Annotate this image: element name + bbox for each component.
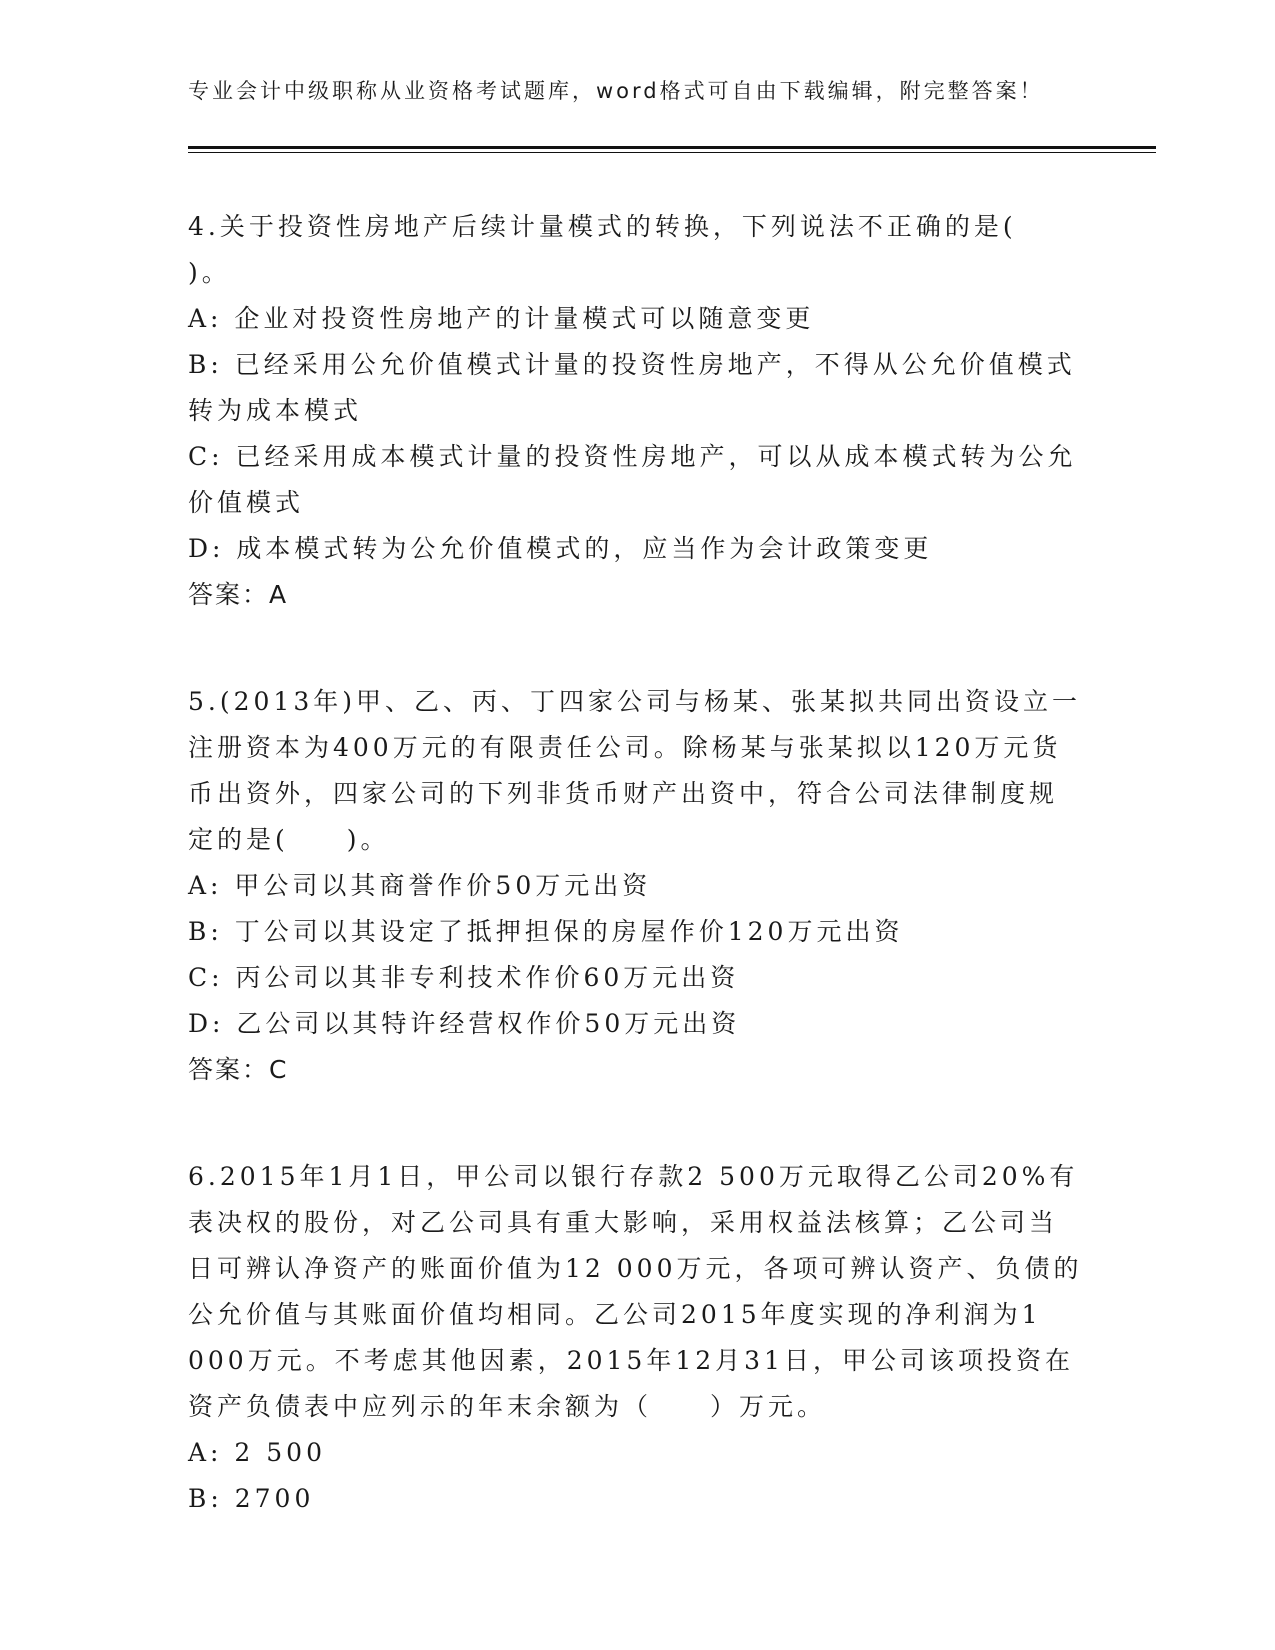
- option-b: B: 2700: [188, 1484, 315, 1513]
- question-stem-line: 定的是( )。: [188, 825, 390, 854]
- option-c-continued: 价值模式: [188, 488, 305, 517]
- option-c: C: 丙公司以其非专利技术作价60万元出资: [188, 963, 740, 992]
- page-header: 专业会计中级职称从业资格考试题库，word格式可自由下载编辑，附完整答案！: [188, 79, 1044, 103]
- option-d: D: 成本模式转为公允价值模式的，应当作为会计政策变更: [188, 534, 933, 563]
- option-b-continued: 转为成本模式: [188, 396, 363, 425]
- question-stem-line: 日可辨认净资产的账面价值为12 000万元，各项可辨认资产、负债的: [188, 1254, 1083, 1283]
- answer-label: 答案：C: [188, 1055, 289, 1084]
- option-a: A: 2 500: [188, 1438, 326, 1467]
- question-stem-line: 000万元。不考虑其他因素，2015年12月31日，甲公司该项投资在: [188, 1346, 1074, 1375]
- option-a: A: 企业对投资性房地产的计量模式可以随意变更: [188, 304, 815, 333]
- question-stem-line: 公允价值与其账面价值均相同。乙公司2015年度实现的净利润为1: [188, 1300, 1042, 1329]
- option-d: D: 乙公司以其特许经营权作价50万元出资: [188, 1009, 741, 1038]
- question-stem-line: 注册资本为400万元的有限责任公司。除杨某与张某拟以120万元货: [188, 733, 1062, 762]
- question-4: [188, 204, 1088, 618]
- question-stem-line: 资产负债表中应列示的年末余额为（ ）万元。: [188, 1392, 827, 1421]
- option-b: B: 丁公司以其设定了抵押担保的房屋作价120万元出资: [188, 917, 904, 946]
- question-stem-line: 5.(2013年)甲、乙、丙、丁四家公司与杨某、张某拟共同出资设立一: [188, 687, 1081, 716]
- question-stem-line: 4.关于投资性房地产后续计量模式的转换，下列说法不正确的是(: [188, 212, 1017, 241]
- question-stem-line: 表决权的股份，对乙公司具有重大影响，采用权益法核算；乙公司当: [188, 1208, 1059, 1237]
- question-stem-line: )。: [188, 258, 231, 287]
- header-rule-thin: [188, 152, 1156, 153]
- question-stem-line: 6.2015年1月1日，甲公司以银行存款2 500万元取得乙公司20%有: [188, 1162, 1079, 1191]
- question-6: [188, 1154, 1088, 1522]
- header-rule-thick: [188, 146, 1156, 149]
- option-a: A: 甲公司以其商誉作价50万元出资: [188, 871, 652, 900]
- answer-label: 答案：A: [188, 580, 289, 609]
- option-c: C: 已经采用成本模式计量的投资性房地产，可以从成本模式转为公允: [188, 442, 1077, 471]
- option-b: B: 已经采用公允价值模式计量的投资性房地产，不得从公允价值模式: [188, 350, 1076, 379]
- question-stem-line: 币出资外，四家公司的下列非货币财产出资中，符合公司法律制度规: [188, 779, 1059, 808]
- question-list: [188, 204, 1088, 1583]
- question-5: [188, 679, 1088, 1093]
